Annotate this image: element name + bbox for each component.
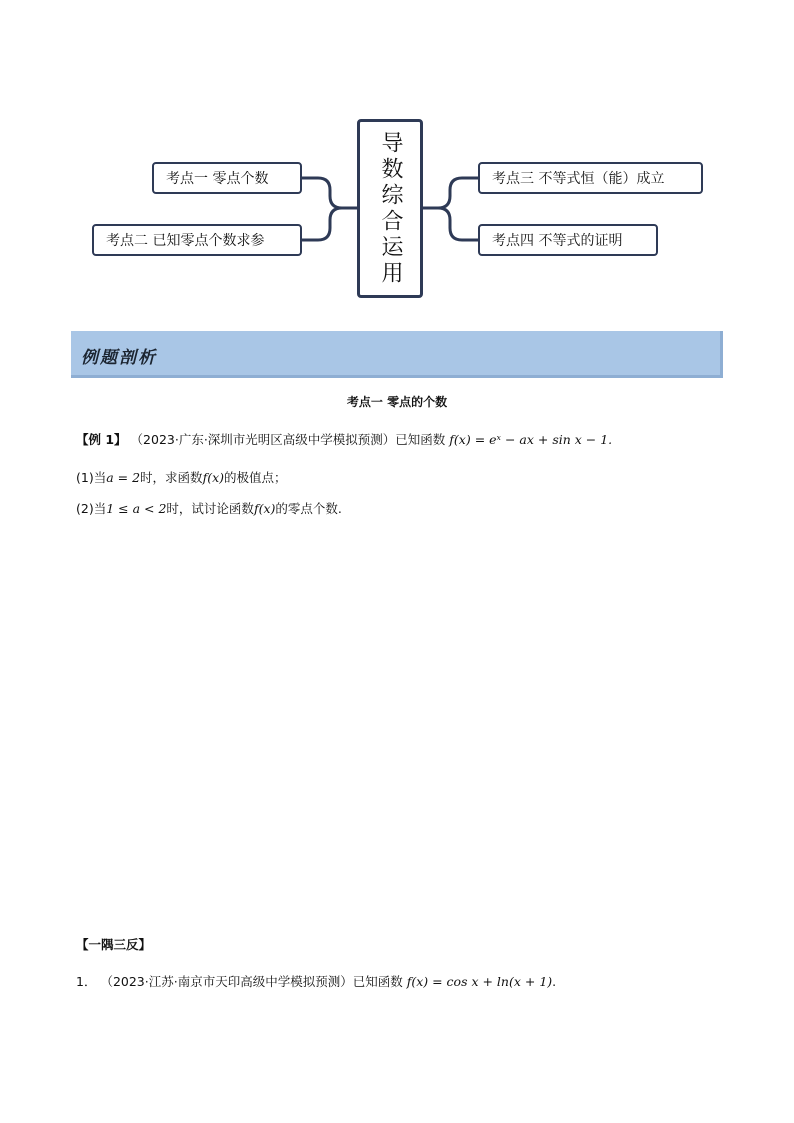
section-title: 例题剖析 [81, 348, 157, 368]
example-formula: f(x) = eˣ − ax + sin x − 1. [449, 432, 613, 447]
part-math: a = 2 [106, 470, 141, 485]
item-number: 1． [76, 974, 97, 989]
topic-heading: 考点一 零点的个数 [346, 395, 448, 409]
example-tag: 【例 1】 [76, 432, 127, 447]
part-suffix: 时，试讨论函数 [166, 501, 254, 516]
mindmap-node-zero-param [92, 224, 302, 256]
node-label: 考点一 零点个数 [166, 171, 269, 187]
part-func: f(x) [253, 501, 276, 516]
example1-statement [76, 430, 612, 448]
node-label: 考点三 不等式恒（能）成立 [492, 171, 665, 187]
mindmap-node-zero-count [152, 162, 302, 194]
example1-part1 [76, 468, 287, 486]
mindmap-node-inequality-proof [478, 224, 658, 256]
node-label: 考点二 已知零点个数求参 [106, 233, 265, 249]
part-prefix: (1)当 [76, 470, 107, 485]
item-end: . [552, 974, 557, 989]
practice-item-1 [76, 972, 556, 990]
part-func: f(x) [202, 470, 224, 485]
mindmap-center-title: 导数综合运用 [378, 130, 403, 287]
item-source: （2023·江苏·南京市天印高级中学模拟预测）已知函数 [100, 974, 403, 989]
part-prefix: (2)当 [76, 501, 107, 516]
item-formula: f(x) = cos x + ln(x + 1) [406, 974, 553, 989]
part-suffix: 时，求函数 [140, 470, 203, 485]
mindmap-center [357, 119, 423, 298]
part-end: 的极值点； [224, 470, 287, 485]
part-math: 1 ≤ a < 2 [106, 501, 167, 516]
section-header-bar [71, 331, 723, 378]
part-end: 的零点个数. [275, 501, 342, 516]
node-label: 考点四 不等式的证明 [492, 233, 623, 249]
example1-part2 [76, 499, 342, 517]
practice-heading: 【一隅三反】 [76, 937, 152, 952]
mindmap-node-inequality-hold [478, 162, 703, 194]
example-source: （2023·广东·深圳市光明区高级中学模拟预测）已知函数 [130, 432, 446, 447]
